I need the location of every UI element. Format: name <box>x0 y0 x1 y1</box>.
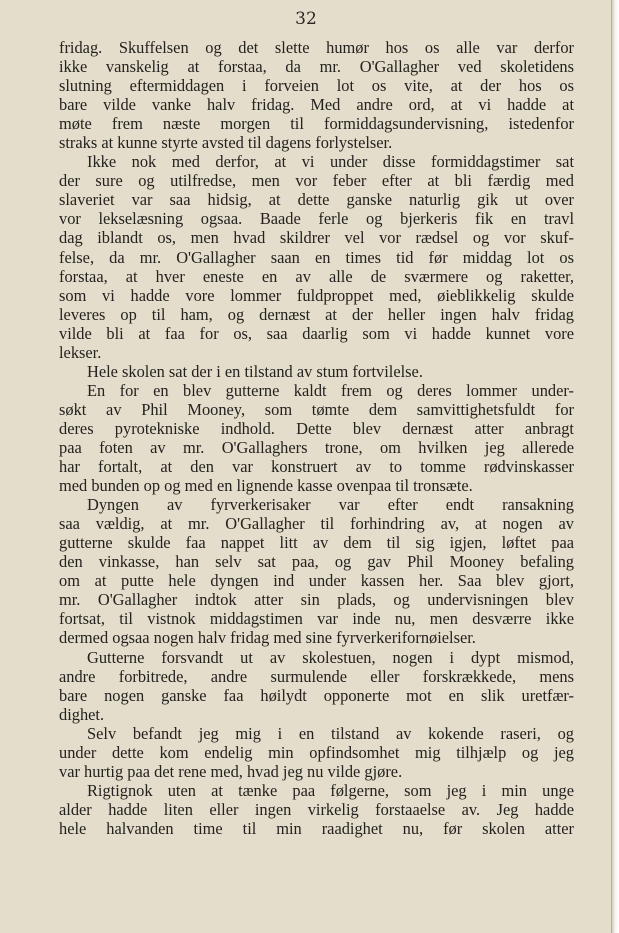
text-line: saa vældig, at mr. O'Gallagher til forhindring av, at nogen av <box>59 514 574 534</box>
text-line: om at putte hele dyngen ind under kassen her. Saa blev gjort, <box>59 571 574 591</box>
text-line: med bunden op og med en lignende kasse ovenpaa til tronsæte. <box>59 476 473 496</box>
paragraph <box>59 152 574 362</box>
text-line: vilde bli at faa for os, saa daarlig som vi hadde kunnet vore <box>59 323 574 343</box>
text-line: leveres op til ham, og dernæst at der heller ingen halv fridag <box>59 304 574 324</box>
text-line: dag iblandt os, men hvad skildrer vel vor rædsel og vor skuf- <box>59 228 574 248</box>
page-edge <box>612 0 619 933</box>
text-line: Dyngen av fyrverkerisaker var efter endt ransakning <box>87 495 574 515</box>
text-line: den vinkasse, han selv sat paa, og gav Phil Mooney befaling <box>59 552 574 572</box>
text-line: bare vilde vanke halv fridag. Med andre ord, at vi hadde at <box>59 95 574 115</box>
page-number: 32 <box>295 9 317 29</box>
text-line: En for en blev gutterne kaldt frem og deres lommer under- <box>87 380 574 400</box>
body-text <box>59 38 574 838</box>
paragraph <box>59 362 574 381</box>
text-line: dighet. <box>59 704 105 724</box>
text-line: hele halvanden time til min raadighet nu, før skolen atter <box>59 818 574 838</box>
text-line: Gutterne forsvandt ut av skolestuen, nogen i dypt mismod, <box>87 647 574 667</box>
text-line: Ikke nok med derfor, at vi under disse formiddagstimer sat <box>87 152 574 172</box>
text-line: under dette kom endelig min opfindsomhet mig tilhjælp og jeg <box>59 742 574 762</box>
text-line: felse, da mr. O'Gallagher saan en times tid før middag lot os <box>59 247 574 267</box>
text-line: gutterne skulde faa nappet litt av dem til sig igjen, løftet paa <box>59 533 574 553</box>
paragraph <box>59 495 574 647</box>
text-line: alder hadde liten eller ingen virkelig forstaaelse av. Jeg hadde <box>59 799 574 819</box>
text-line: Rigtignok uten at tænke paa følgerne, som jeg i min unge <box>87 780 574 800</box>
text-line: fridag. Skuffelsen og det slette humør hos os alle var derfor <box>59 38 574 57</box>
text-line: ikke vanskelig at forstaa, da mr. O'Gallagher ved skoletidens <box>59 57 574 77</box>
text-line: Selv befandt jeg mig i en tilstand av kokende raseri, og <box>87 723 574 743</box>
text-line: forstaa, at hver eneste en av alle de sværmere og raketter, <box>59 266 574 286</box>
text-line: søkt av Phil Mooney, som tømte dem samvittighetsfuldt for <box>59 399 574 419</box>
text-line: slutning eftermiddagen i forveien lot os vite, at der hos os <box>59 76 574 96</box>
paragraph <box>59 781 574 838</box>
text-line: vor lekselæsning ogsaa. Baade ferle og bjerkeris fik en travl <box>59 209 574 229</box>
text-line: andre forbitrede, andre surmulende eller forskrækkede, mens <box>59 666 574 686</box>
text-line: fortsat, til vistnok middagstimen var inde nu, men desværre ikke <box>59 609 574 629</box>
paragraph <box>59 38 574 152</box>
text-line: der sure og utilfredse, men vor feber efter at bli færdig med <box>59 171 574 191</box>
text-line: var hurtig paa det rene med, hvad jeg nu vilde gjøre. <box>59 761 403 781</box>
paragraph <box>59 724 574 781</box>
text-line: deres pyrotekniske indhold. Dette blev dernæst atter anbragt <box>59 418 574 438</box>
text-line: mr. O'Gallagher indtok atter sin plads, og undervisningen blev <box>59 590 574 610</box>
text-line: lekser. <box>59 342 102 362</box>
text-line: bare nogen ganske faa høilydt opponerte mot en slik uretfær- <box>59 685 574 705</box>
text-line: som vi hadde vore lommer fuldproppet med, øieblikkelig skulde <box>59 285 574 305</box>
paragraph <box>59 648 574 724</box>
text-line: slaveriet var saa hidsig, at dette ganske naturlig gik ut over <box>59 190 574 210</box>
text-line: dermed ogsaa nogen halv fridag med sine fyrverkerifornøielser. <box>59 628 476 648</box>
text-line: paa foten av mr. O'Gallaghers trone, om hvilken jeg allerede <box>59 437 574 457</box>
paragraph <box>59 381 574 495</box>
text-line: har fortalt, at den var konstruert av to tomme rødvinskasser <box>59 457 574 477</box>
text-line: Hele skolen sat der i en tilstand av stum fortvilelse. <box>87 361 423 381</box>
text-line: møte frem næste morgen til formiddagsundervisning, istedenfor <box>59 114 574 134</box>
text-line: straks at kunne styrte avsted til dagens forlystelser. <box>59 133 393 153</box>
